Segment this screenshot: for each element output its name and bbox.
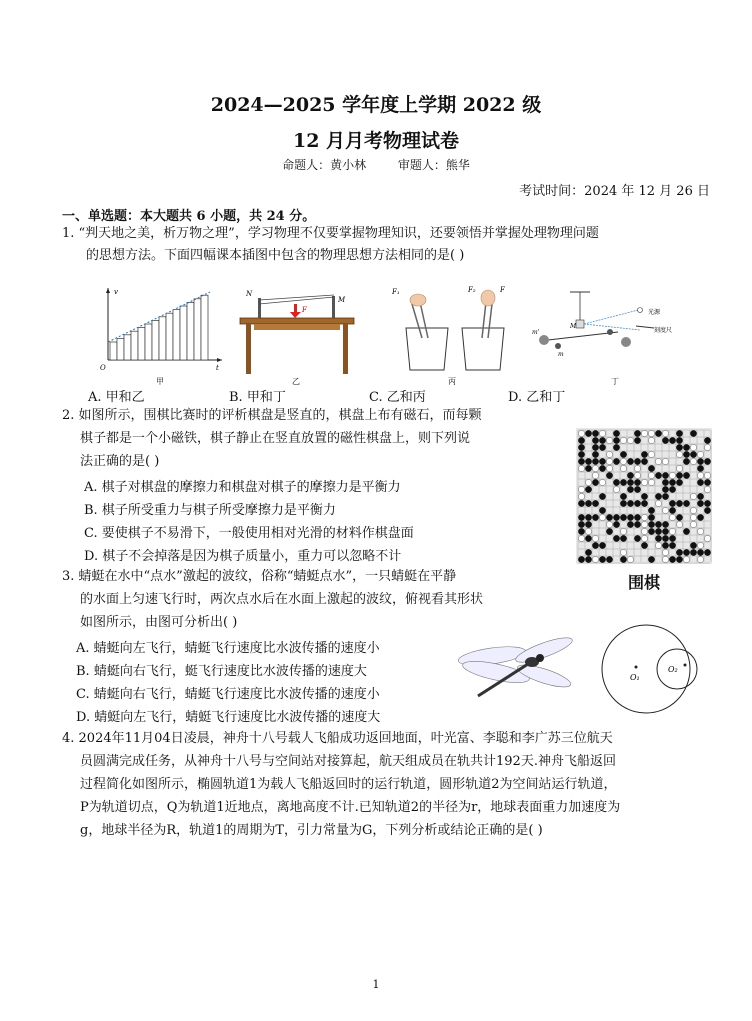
go-stone [655,500,661,506]
jia-bar [194,299,201,360]
go-stone [585,535,591,541]
go-stone [697,493,703,499]
go-stone [697,528,703,534]
jia-bar [152,320,159,360]
figure-ding [528,284,678,374]
caption-jia: 甲 [156,377,164,386]
go-stone [606,458,612,464]
go-stone [662,472,668,478]
go-stone [697,500,703,506]
bing-f-label: F [500,286,505,294]
go-stone [627,556,633,562]
ding-scale-label: 刻度尺 [654,327,673,334]
go-stone [648,556,654,562]
go-stone [697,556,703,562]
setter: 命题人：黄小林 [282,158,367,172]
go-stone [613,486,619,492]
go-stone [599,493,605,499]
q2-line2: 棋子都是一个小磁铁，棋子静止在竖直放置的磁性棋盘上，则下列说 [80,431,471,446]
q1-option-b[interactable]: B. 甲和丁 [229,390,286,405]
go-stone [676,437,682,443]
go-stone [627,486,633,492]
go-stone [620,458,626,464]
go-stone [697,549,703,555]
go-stone [648,521,654,527]
authors-line [0,156,752,173]
go-stone [648,465,654,471]
yi-n-label: N [246,290,253,298]
go-stone [585,486,591,492]
go-stone [669,437,675,443]
go-stone [669,507,675,513]
go-stone [592,437,598,443]
jia-bar [117,338,124,360]
go-stone [690,507,696,513]
go-stone [599,444,605,450]
ding-light-label: 光源 [648,309,661,316]
exam-time: 考试时间：2024 年 12 月 26 日 [519,184,710,199]
go-stone [613,458,619,464]
go-stone [592,458,598,464]
jia-bar [173,310,180,360]
q2-option-a[interactable]: A. 棋子对棋盘的摩擦力和棋盘对棋子的摩擦力是平衡力 [84,480,401,495]
go-stone [676,472,682,478]
go-stone [641,521,647,527]
go-stone [676,444,682,450]
go-stone [648,472,654,478]
go-stone [655,493,661,499]
go-stone [627,500,633,506]
jia-bar [138,328,145,360]
go-stone [669,528,675,534]
go-stone [634,514,640,520]
jia-bar [110,342,117,360]
go-stone [641,514,647,520]
ripple-o2-label: O₂ [668,665,678,674]
go-stone [592,444,598,450]
go-stone [606,556,612,562]
go-stone [613,521,619,527]
jia-bar [166,313,173,360]
go-stone [641,542,647,548]
go-stone [634,437,640,443]
go-stone [578,486,584,492]
exam-title-line2: 12 月月考物理试卷 [292,130,460,152]
go-stone [592,535,598,541]
ripple-o1-label: O₁ [630,673,640,682]
go-stone [599,458,605,464]
page-number: 1 [372,978,380,991]
go-stone [697,514,703,520]
jia-bar [145,324,152,360]
jia-bar [159,317,166,360]
q4-line1: 4. 2024年11月04日凌晨，神舟十八号载人飞船成功返回地面，叶光富、李聪和李广苏三位航天 [62,731,613,746]
go-stone [648,437,654,443]
q4-line3: 过程简化如图所示，椭圆轨道1为载人飞船返回时的运行轨道，圆形轨道2为空间站运行轨道， [80,777,617,792]
go-stone [676,465,682,471]
go-stone [578,493,584,499]
go-stone [690,493,696,499]
go-stone [634,535,640,541]
q4-line4: P为轨道切点，Q为轨道1近地点，离地高度不计.已知轨道2的半径为r，地球表面重力加速度为 [80,800,621,815]
go-stone [606,514,612,520]
go-stone [662,535,668,541]
go-stone [585,465,591,471]
go-stone [641,493,647,499]
go-stone [606,521,612,527]
jia-bar [124,335,131,360]
section-heading: 一、单选题：本大题共 6 小题，共 24 分。 [62,209,316,224]
go-stone [620,528,626,534]
go-stone [613,479,619,485]
go-stone [606,451,612,457]
go-stone [704,507,710,513]
go-stone [620,549,626,555]
go-stone [634,479,640,485]
q3-line3: 如图所示，由图可分析出( ) [80,615,238,630]
go-stone [641,528,647,534]
go-stone [648,514,654,520]
go-stone [655,542,661,548]
go-stone [592,500,598,506]
q3-option-c[interactable]: C. 蜻蜓向右飞行，蜻蜓飞行速度比水波传播的速度小 [76,687,380,702]
go-stone [655,458,661,464]
go-stone [578,500,584,506]
go-stone [676,451,682,457]
go-stone [648,451,654,457]
go-stone [690,451,696,457]
go-stone [683,451,689,457]
go-stone [613,535,619,541]
ding-m-label: m [558,351,564,358]
jia-bar [201,295,208,360]
go-stone [592,451,598,457]
jia-bars [110,295,208,360]
jia-o-label: O [100,364,106,372]
q1-option-a[interactable]: A. 甲和乙 [88,390,145,405]
go-stone [634,486,640,492]
ding-M-label: M [570,323,577,330]
go-stone [578,430,584,436]
go-stone [662,458,668,464]
go-stone [620,535,626,541]
go-stone [585,479,591,485]
go-stone [690,521,696,527]
go-stone [704,472,710,478]
go-stone [669,514,675,520]
go-stone [641,479,647,485]
go-stone [613,430,619,436]
go-stone [662,430,668,436]
go-stone [592,542,598,548]
go-stone [704,549,710,555]
go-stone [662,542,668,548]
go-stone [606,528,612,534]
jia-bar [131,331,138,360]
go-stone [620,514,626,520]
go-stone [683,556,689,562]
q2-option-c[interactable]: C. 要使棋子不易滑下，一般使用相对光滑的材料作棋盘面 [84,526,414,541]
dragonfly-image [458,636,580,708]
go-stone [578,437,584,443]
go-stone [641,535,647,541]
go-stone [662,549,668,555]
go-stone [592,514,598,520]
q2-option-d[interactable]: D. 棋子不会掉落是因为棋子质量小，重力可以忽略不计 [84,549,402,564]
go-stone [676,430,682,436]
go-stone [662,479,668,485]
go-stone [704,500,710,506]
q2-line1: 2. 如图所示，围棋比赛时的评析棋盘是竖直的，棋盘上布有磁石，而每颗 [62,408,482,423]
go-stone [697,472,703,478]
q3-option-b[interactable]: B. 蜻蜓向右飞行，蜓飞行速度比水波传播的速度大 [76,664,367,679]
go-stone [683,549,689,555]
go-stone [683,458,689,464]
q4-line2: 员圆满完成任务，从神舟十八号与空间站对接算起，航天组成员在轨共计192天.神舟飞船返回 [80,754,616,769]
jia-t-label: t [216,364,219,372]
go-stone [634,430,640,436]
q3-line1: 3. 蜻蜓在水中“点水”激起的波纹，俗称“蜻蜓点水”，一只蜻蜓在平静 [62,569,457,584]
yi-f-label: F [302,306,307,314]
q1-line2: 的思想方法。下面四幅课本插图中包含的物理思想方法相同的是( ) [86,248,465,263]
go-stone [683,500,689,506]
q1-line1: 1. “判天地之美，析万物之理”，学习物理不仅要掌握物理知识，还要领悟并掌握处理物理问题 [62,226,599,241]
go-stone [697,465,703,471]
go-stone [585,458,591,464]
go-stone [599,556,605,562]
go-stone [592,465,598,471]
q3-option-a[interactable]: A. 蜻蜓向左飞行，蜻蜓飞行速度比水波传播的速度小 [76,641,380,656]
go-stone [627,472,633,478]
go-stone [613,444,619,450]
go-stone [606,465,612,471]
go-stone [592,556,598,562]
go-stone [606,472,612,478]
go-stone [641,458,647,464]
go-stone [613,514,619,520]
go-stone [648,528,654,534]
go-stone [585,528,591,534]
go-stone [690,444,696,450]
go-stone [648,507,654,513]
go-stone [592,479,598,485]
go-stone [676,500,682,506]
q1-option-d[interactable]: D. 乙和丁 [508,390,566,405]
bing-f2-label: F₂ [468,286,476,294]
go-stone [578,451,584,457]
go-stone [662,556,668,562]
reviewer: 审题人：熊华 [397,158,470,172]
go-stone [662,486,668,492]
go-stone [585,556,591,562]
go-stone [697,451,703,457]
exam-title-line1: 2024—2025 学年度上学期 2022 级 [210,94,542,116]
go-stone [641,430,647,436]
ripple-diagram [596,622,726,714]
go-stone [592,472,598,478]
go-stone [704,486,710,492]
go-stone [662,493,668,499]
go-stone [620,500,626,506]
q3-line2: 的水面上匀速飞行时，两次点水后在水面上激起的波纹，俯视看其形状 [80,592,484,607]
go-stone [704,535,710,541]
go-stone [655,521,661,527]
go-stone [641,500,647,506]
go-stone [620,465,626,471]
figure-jia [98,284,228,374]
q3-option-d[interactable]: D. 蜻蜓向左飞行，蜻蜓飞行速度比水波传播的速度大 [76,710,381,725]
go-stone [634,458,640,464]
caption-ding: 丁 [611,377,619,386]
go-stone [676,514,682,520]
go-stone [697,542,703,548]
go-stone [620,479,626,485]
go-stone [704,458,710,464]
go-stone [585,514,591,520]
go-stone [634,465,640,471]
jia-v-label: v [114,288,118,296]
go-stone [620,493,626,499]
figure-yi [232,284,362,376]
q4-line5: g，地球半径为R，轨道1的周期为T，引力常量为G，下列分析或结论正确的是( ) [80,823,543,838]
go-stone [620,556,626,562]
go-stone [599,514,605,520]
go-stone [655,472,661,478]
go-stone [578,465,584,471]
go-stone [578,514,584,520]
go-stone [599,507,605,513]
caption-yi: 乙 [292,377,300,386]
go-stone [676,549,682,555]
go-stone [599,542,605,548]
go-stone [690,549,696,555]
go-stone [655,535,661,541]
go-stone [627,437,633,443]
jia-bar [187,302,194,360]
go-stone [676,521,682,527]
go-stone [634,500,640,506]
go-stone [648,479,654,485]
go-stone [676,556,682,562]
go-stone [627,458,633,464]
go-stone [669,486,675,492]
go-stone [655,430,661,436]
go-stone [690,458,696,464]
go-stone [690,542,696,548]
go-stone [585,549,591,555]
go-stone [613,437,619,443]
go-stone [655,528,661,534]
go-stone [683,444,689,450]
go-stone [578,556,584,562]
go-stone [592,430,598,436]
go-stone [683,472,689,478]
yi-m-label: M [338,296,346,304]
go-stone [606,437,612,443]
go-stone [599,465,605,471]
go-stone [669,542,675,548]
go-stone [662,528,668,534]
caption-bing: 丙 [448,377,456,386]
go-stone [585,500,591,506]
go-stone [627,521,633,527]
go-stone [634,521,640,527]
go-stone [697,479,703,485]
go-stone [585,430,591,436]
go-stone [690,430,696,436]
go-stone [662,507,668,513]
go-stone [578,535,584,541]
go-stone [669,535,675,541]
go-stone [634,472,640,478]
go-stone [599,479,605,485]
go-stone [662,437,668,443]
go-stone [683,528,689,534]
jia-bar [180,306,187,360]
go-stone [669,556,675,562]
go-stone [669,479,675,485]
go-stone [578,458,584,464]
go-stone [676,479,682,485]
go-stone [599,437,605,443]
q2-line3: 法正确的是( ) [80,454,160,469]
go-stone [697,458,703,464]
q2-option-b[interactable]: B. 棋子所受重力与棋子所受摩擦力是平衡力 [84,503,336,518]
go-stone [704,437,710,443]
ding-mprime-label: m' [532,329,540,336]
go-stone [669,500,675,506]
go-stone [599,430,605,436]
go-stone [578,528,584,534]
q1-option-c[interactable]: C. 乙和丙 [369,390,426,405]
figure-bing [388,284,518,374]
go-stone [690,514,696,520]
go-stone [704,444,710,450]
go-stone [662,521,668,527]
go-stone [620,451,626,457]
go-stone [669,472,675,478]
go-stone [648,430,654,436]
go-stone [627,514,633,520]
go-stone [641,451,647,457]
bing-f1-label: F₁ [392,288,400,296]
go-stone [627,479,633,485]
go-board-image [576,428,712,564]
go-stone [578,444,584,450]
go-stone [620,437,626,443]
go-caption: 围棋 [627,573,660,592]
go-stone [585,521,591,527]
go-stone [704,479,710,485]
go-stone [578,521,584,527]
